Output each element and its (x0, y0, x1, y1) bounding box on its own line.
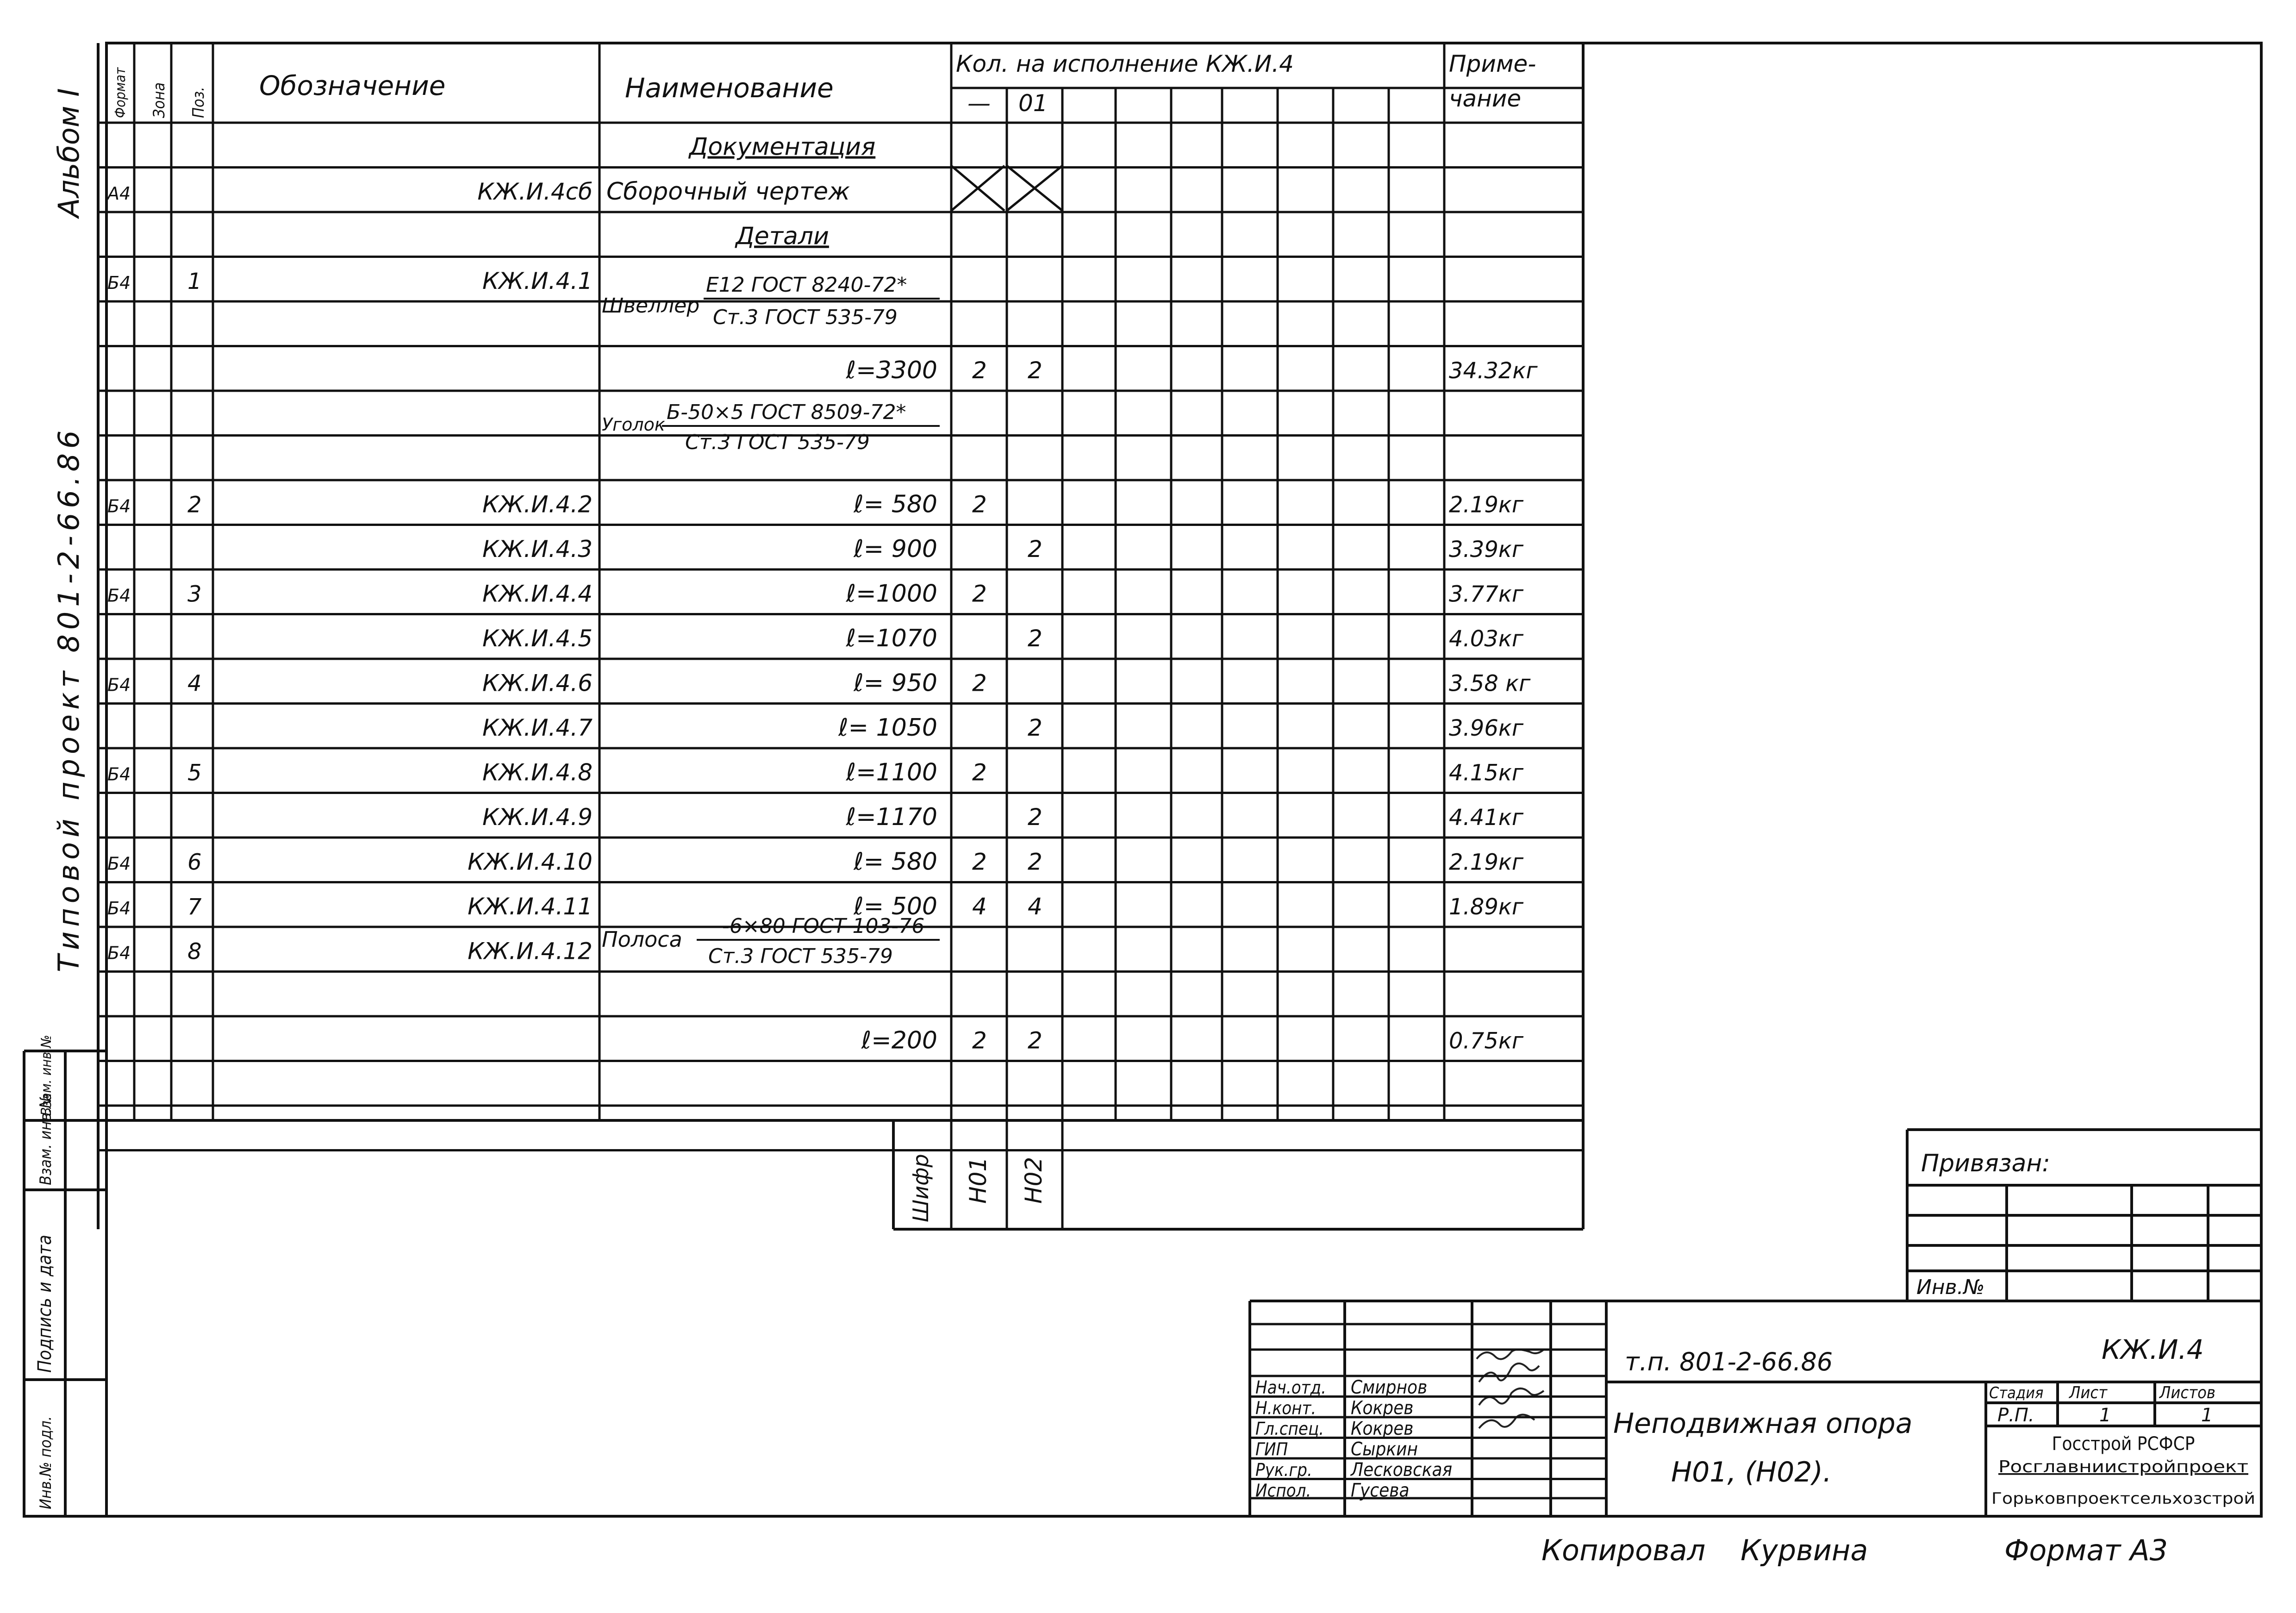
role-title: ГИП (1255, 1439, 1288, 1460)
row-name: ℓ= 1050 (838, 713, 937, 742)
role-title: Рук.гр. (1255, 1460, 1312, 1480)
row-format: Б4 (107, 272, 131, 293)
row-note: 3.58 кг (1449, 670, 1531, 697)
row-name: ℓ=1170 (846, 803, 937, 831)
ugolok-word: Уголок (602, 414, 665, 435)
project-label: Типовой проект 801-2-66.86 (52, 425, 86, 972)
row-name: ℓ= 580 (854, 490, 937, 519)
format-label: Формат А3 (2004, 1533, 2168, 1567)
row-qty-1: 2 (972, 759, 987, 786)
row-note: 3.96кг (1449, 715, 1524, 741)
cipher-n01: Н01 (965, 1157, 992, 1204)
stamp-vzam-inv: Взам. инв.№ (37, 1094, 55, 1185)
row-format: Б4 (107, 496, 131, 517)
row-qty-2: 2 (1028, 1027, 1042, 1054)
sheets-label: Листов (2159, 1383, 2215, 1402)
row-format: Б4 (107, 853, 131, 874)
row-name: ℓ= 580 (854, 848, 937, 876)
row-position: 5 (187, 760, 202, 786)
row-note: 1.89кг (1449, 894, 1524, 920)
title-block-roles (1250, 1324, 1606, 1501)
stamp-inv-podl: Инв.№ подл. (37, 1416, 55, 1509)
row-designation: КЖ.И.4.6 (482, 669, 593, 697)
row-note: 4.15кг (1449, 760, 1524, 786)
row-qty-1: 2 (972, 356, 987, 384)
polosa-top: -6×80 ГОСТ 103-76 (722, 914, 925, 938)
shveller-word: Швеллер (602, 294, 700, 318)
role-title: Испол. (1255, 1480, 1311, 1501)
row-designation: КЖ.И.4.3 (482, 535, 593, 563)
stage-value: Р.П. (1997, 1405, 2034, 1426)
row-qty-1: 2 (972, 1027, 987, 1054)
row-designation: КЖ.И.4.10 (468, 848, 593, 875)
header-poz: Поз. (189, 87, 208, 118)
row-name: ℓ=1000 (846, 580, 937, 608)
row-name: Сборочный чертеж (606, 177, 850, 206)
row-designation: КЖ.И.4.1 (482, 267, 593, 294)
row-format: Б4 (107, 585, 131, 606)
role-person: Кокрев (1351, 1418, 1414, 1439)
header-oboznachenie: Обозначение (259, 70, 446, 101)
row-format: Б4 (107, 943, 131, 963)
section-heading: Детали (736, 222, 829, 250)
cipher-n02: Н02 (1020, 1157, 1047, 1204)
header-ispoln-1: — (967, 90, 991, 117)
org-line-2: Росглавниистройпроект (1998, 1457, 2248, 1476)
kopiroval-name: Курвина (1741, 1533, 1868, 1567)
row-designation: КЖ.И.4.12 (468, 938, 593, 965)
row-qty-1: 2 (972, 669, 987, 697)
row-name: ℓ= 900 (854, 535, 937, 563)
org-line-1: Госстрой РСФСР (2052, 1433, 2195, 1455)
role-person: Гусева (1351, 1480, 1410, 1501)
polosa-word: Полоса (602, 927, 682, 952)
header-naimenovanie: Наименование (625, 72, 834, 104)
header-primechanie-1: Приме- (1449, 50, 1536, 77)
doc-number: т.п. 801-2-66.86 (1625, 1347, 1833, 1376)
row-designation: КЖ.И.4.4 (482, 580, 593, 607)
album-label: Альбом I (52, 88, 86, 218)
sheet-label: Лист (2069, 1383, 2108, 1402)
stamp-podpis-data: Подпись и дата (34, 1234, 56, 1373)
sheet-value: 1 (2099, 1405, 2111, 1426)
row-position: 3 (187, 581, 202, 607)
row-note: 0.75кг (1449, 1028, 1524, 1054)
row-position: 2 (187, 492, 202, 518)
shveller-bottom: Ст.3 ГОСТ 535-79 (713, 306, 898, 329)
row-designation: КЖ.И.4.8 (482, 759, 593, 786)
row-designation: КЖ.И.4.5 (482, 625, 593, 652)
row-designation: КЖ.И.4.9 (482, 803, 593, 831)
row-name: ℓ= 500 (854, 892, 937, 920)
row-qty-1: 2 (972, 491, 987, 518)
header-ispoln-2: 01 (1018, 90, 1048, 117)
row-qty-1: 2 (972, 848, 987, 875)
role-person: Кокрев (1351, 1397, 1414, 1419)
row-format: Б4 (107, 675, 131, 695)
row-name: ℓ=3300 (846, 356, 937, 384)
row-note: 34.32кг (1449, 357, 1538, 384)
header-kol: Кол. на исполнение КЖ.И.4 (956, 50, 1294, 77)
row-note: 4.03кг (1449, 625, 1524, 652)
role-title: Гл.спец. (1255, 1419, 1324, 1439)
row-format: А4 (107, 183, 131, 204)
row-qty-1: 4 (972, 893, 987, 920)
row-name: ℓ=200 (861, 1026, 937, 1055)
header-primechanie-2: чание (1449, 85, 1522, 112)
sheets-value: 1 (2201, 1405, 2213, 1426)
org-line-3: Горьковпроектсельхозстрой (1991, 1489, 2255, 1508)
row-designation: КЖ.И.4.7 (482, 714, 593, 741)
row-note: 2.19кг (1449, 849, 1524, 875)
inv-no-label: Инв.№ (1916, 1275, 1985, 1299)
title-line-1: Неподвижная опора (1613, 1407, 1913, 1440)
row-name: ℓ=1070 (846, 624, 937, 652)
row-format: Б4 (107, 898, 131, 919)
ugolok-bottom: Ст.3 ГОСТ 535-79 (685, 431, 870, 454)
row-qty-2: 2 (1028, 714, 1042, 741)
header-zona: Зона (150, 82, 168, 118)
row-position: 1 (187, 268, 202, 294)
shveller-top: Е12 ГОСТ 8240-72* (706, 273, 907, 297)
row-qty-1: 2 (972, 580, 987, 607)
row-position: 6 (187, 849, 202, 875)
row-note: 4.41кг (1449, 804, 1524, 831)
stamp-inv-podl-2: Взам. инв.№ (38, 1035, 55, 1116)
section-heading: Документация (689, 133, 876, 161)
row-qty-2: 2 (1028, 535, 1042, 563)
row-name: ℓ=1100 (846, 758, 937, 787)
row-qty-2: 2 (1028, 848, 1042, 875)
role-person: Сыркин (1351, 1438, 1418, 1460)
row-designation: КЖ.И.4.2 (482, 491, 593, 518)
header-format: Формат (112, 67, 129, 118)
role-title: Н.конт. (1255, 1398, 1316, 1419)
role-title: Нач.отд. (1255, 1377, 1327, 1398)
row-designation: КЖ.И.4сб (477, 178, 593, 205)
row-note: 2.19кг (1449, 492, 1524, 518)
doc-code: КЖ.И.4 (2102, 1334, 2204, 1365)
row-designation: КЖ.И.4.11 (468, 893, 593, 920)
title-line-2: Н01, (Н02). (1671, 1456, 1832, 1488)
row-position: 4 (187, 670, 202, 697)
row-name: ℓ= 950 (854, 669, 937, 697)
row-qty-2: 2 (1028, 356, 1042, 384)
row-position: 7 (187, 894, 202, 920)
row-position: 8 (187, 938, 202, 965)
row-note: 3.39кг (1449, 536, 1524, 563)
cipher-label: Шифр (908, 1154, 933, 1222)
polosa-bottom: Ст.3 ГОСТ 535-79 (708, 944, 893, 968)
ugolok-top: Б-50×5 ГОСТ 8509-72* (667, 400, 906, 424)
row-qty-2: 2 (1028, 625, 1042, 652)
row-qty-2: 2 (1028, 803, 1042, 831)
row-note: 3.77кг (1449, 581, 1524, 607)
role-person: Лесковская (1351, 1459, 1453, 1481)
role-person: Смирнов (1351, 1377, 1428, 1398)
row-qty-2: 4 (1028, 893, 1042, 920)
privyazan-title: Привязан: (1921, 1150, 2050, 1177)
stage-label: Стадия (1989, 1384, 2044, 1402)
row-format: Б4 (107, 764, 131, 785)
kopiroval-label: Копировал (1541, 1533, 1706, 1567)
